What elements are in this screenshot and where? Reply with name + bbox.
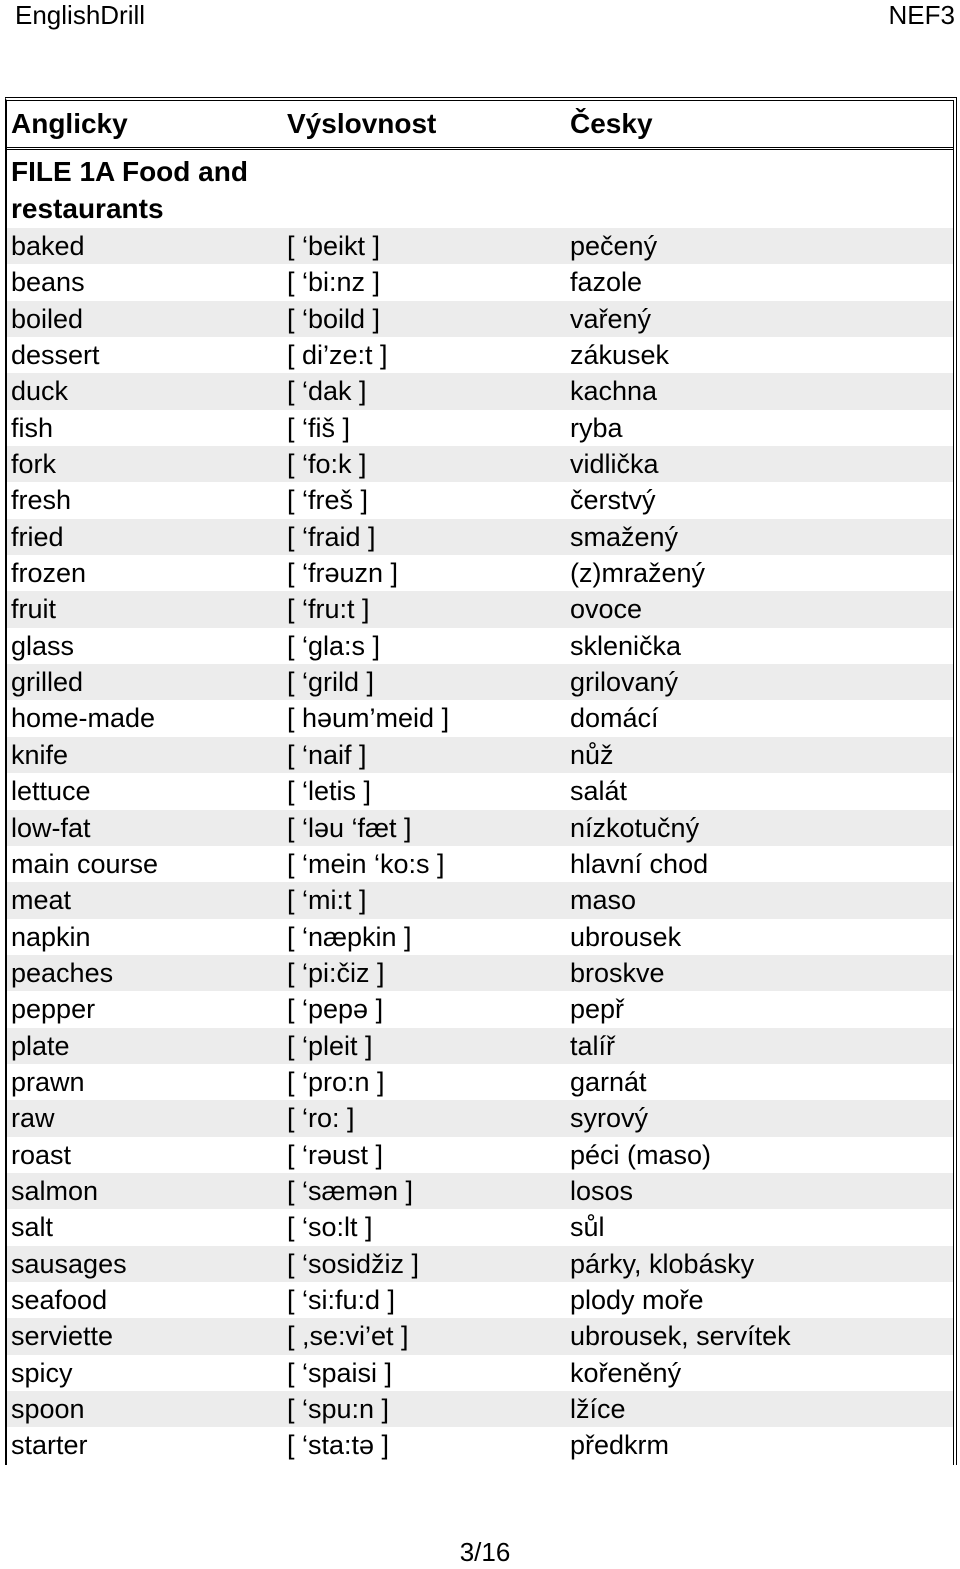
table-row (7, 1246, 953, 1282)
pronunciation: [ ‘spaisi ] (287, 1357, 393, 1388)
czech-translation: syrový (570, 1103, 649, 1134)
pronunciation: [ ‘beikt ] (287, 231, 381, 261)
pronunciation: [ ‘sosidžiz ] (287, 1248, 420, 1279)
czech-translation: maso (570, 885, 637, 916)
english-word: meat (11, 885, 72, 916)
pronunciation: [ ‘boild ] (287, 303, 381, 334)
czech-translation: kachna (570, 376, 658, 407)
czech-translation: (z)mražený (570, 558, 706, 589)
czech-translation: pečený (570, 231, 658, 261)
english-word: plate (11, 1030, 70, 1061)
table-row (7, 264, 953, 300)
czech-translation: ubrousek (570, 921, 682, 952)
pronunciation: [ ‘fiš ] (287, 412, 351, 443)
table-row (7, 810, 953, 846)
english-word: peaches (11, 957, 114, 988)
english-word: fruit (11, 594, 57, 625)
czech-translation: zákusek (570, 340, 670, 371)
column-header-english: Anglicky (11, 108, 128, 139)
english-word: serviette (11, 1321, 114, 1352)
czech-translation: ovoce (570, 594, 643, 625)
column-header-czech: Česky (570, 108, 653, 139)
pronunciation: [ ‘mein ‘ko:s ] (287, 848, 445, 879)
english-word: knife (11, 739, 69, 770)
pronunciation: [ ‘næpkin ] (287, 921, 412, 952)
pronunciation: [ ‘freš ] (287, 485, 369, 516)
table-row (7, 1100, 953, 1136)
czech-translation: sůl (570, 1212, 605, 1243)
pronunciation: [ ‘gla:s ] (287, 630, 381, 661)
czech-translation: čerstvý (570, 485, 656, 516)
czech-translation: vařený (570, 303, 652, 334)
pronunciation: [ ‘rəust ] (287, 1139, 384, 1170)
czech-translation: ryba (570, 412, 623, 443)
table-row (7, 919, 953, 955)
czech-translation: domácí (570, 703, 659, 734)
pronunciation: [ ‘spu:n ] (287, 1394, 390, 1424)
pronunciation: [ ‘si:fu:d ] (287, 1284, 396, 1315)
pronunciation: [ ‘ro: ] (287, 1103, 355, 1134)
table-row (7, 991, 953, 1027)
vocabulary-table (5, 97, 957, 1465)
table-row (7, 1064, 953, 1100)
table-row (7, 1028, 953, 1064)
table-row (7, 1282, 953, 1318)
pronunciation: [ ‘bi:nz ] (287, 267, 381, 298)
table-body (7, 228, 953, 1464)
czech-translation: párky, klobásky (570, 1248, 755, 1279)
czech-translation: sklenička (570, 630, 682, 661)
table-row (7, 882, 953, 918)
table-row (7, 337, 953, 373)
english-word: fish (11, 412, 54, 443)
english-word: spoon (11, 1394, 85, 1424)
pronunciation: [ ‘fo:k ] (287, 449, 367, 480)
table-row (7, 1355, 953, 1391)
english-word: baked (11, 231, 85, 261)
table-row (7, 555, 953, 591)
pronunciation: [ di’ze:t ] (287, 340, 388, 371)
table-row (7, 410, 953, 446)
pronunciation: [ ‘sta:tə ] (287, 1430, 390, 1461)
czech-translation: ubrousek, servítek (570, 1321, 791, 1352)
pronunciation: [ ‘fraid ] (287, 521, 376, 552)
czech-translation: talíř (570, 1030, 616, 1061)
english-word: napkin (11, 921, 91, 952)
english-word: pepper (11, 994, 96, 1025)
table-row (7, 1391, 953, 1427)
czech-translation: péci (maso) (570, 1139, 712, 1170)
table-row (7, 446, 953, 482)
czech-translation: lžíce (570, 1394, 626, 1424)
book-code: NEF3 (888, 0, 955, 30)
pronunciation: [ ,se:vi’et ] (287, 1321, 409, 1352)
table-row (7, 737, 953, 773)
english-word: salmon (11, 1175, 99, 1206)
czech-translation: kořeněný (570, 1357, 682, 1388)
table-row (7, 373, 953, 409)
czech-translation: vidlička (570, 449, 659, 480)
english-word: fork (11, 449, 57, 480)
czech-translation: losos (570, 1175, 634, 1206)
english-word: glass (11, 630, 75, 661)
czech-translation: fazole (570, 267, 643, 298)
table-row (7, 1318, 953, 1354)
table-row (7, 700, 953, 736)
pronunciation: [ ‘frəuzn ] (287, 558, 399, 589)
section-row (7, 150, 953, 228)
pronunciation: [ ‘sæmən ] (287, 1175, 414, 1206)
english-word: low-fat (11, 812, 91, 843)
english-word: dessert (11, 340, 100, 371)
pronunciation: [ ‘pro:n ] (287, 1066, 385, 1097)
czech-translation: salát (570, 776, 628, 807)
czech-translation: předkrm (570, 1430, 670, 1461)
pronunciation: [ ‘mi:t ] (287, 885, 367, 916)
section-title: FILE 1A Food and restaurants (11, 156, 248, 224)
table-row (7, 301, 953, 337)
czech-translation: nůž (570, 739, 614, 770)
pronunciation: [ ‘so:lt ] (287, 1212, 373, 1243)
czech-translation: hlavní chod (570, 848, 709, 879)
table-row (7, 591, 953, 627)
czech-translation: grilovaný (570, 667, 679, 698)
english-word: roast (11, 1139, 72, 1170)
czech-translation: pepř (570, 994, 625, 1025)
table-row (7, 773, 953, 809)
page-indicator: 3/16 (459, 1537, 511, 1567)
english-word: grilled (11, 667, 84, 698)
table-row (7, 1209, 953, 1245)
pronunciation: [ ‘letis ] (287, 776, 372, 807)
czech-translation: smažený (570, 521, 679, 552)
table-row (7, 1137, 953, 1173)
pronunciation: [ həum’meid ] (287, 703, 450, 734)
english-word: raw (11, 1103, 55, 1134)
english-word: spicy (11, 1357, 73, 1388)
pronunciation: [ ‘ləu ‘fæt ] (287, 812, 412, 843)
english-word: sausages (11, 1248, 127, 1279)
table-row (7, 1427, 953, 1463)
table-row (7, 628, 953, 664)
pronunciation: [ ‘pleit ] (287, 1030, 373, 1061)
english-word: starter (11, 1430, 88, 1461)
czech-translation: garnát (570, 1066, 647, 1097)
table-row (7, 228, 953, 264)
english-word: lettuce (11, 776, 91, 807)
pronunciation: [ ‘dak ] (287, 376, 367, 407)
english-word: salt (11, 1212, 54, 1243)
table-row (7, 955, 953, 991)
table-row (7, 664, 953, 700)
english-word: fried (11, 521, 64, 552)
table-header-row (7, 101, 953, 150)
pronunciation: [ ‘fru:t ] (287, 594, 370, 625)
czech-translation: broskve (570, 957, 665, 988)
english-word: duck (11, 376, 69, 407)
english-word: prawn (11, 1066, 85, 1097)
table-row (7, 1173, 953, 1209)
czech-translation: plody moře (570, 1284, 704, 1315)
pronunciation: [ ‘grild ] (287, 667, 375, 698)
czech-translation: nízkotučný (570, 812, 700, 843)
pronunciation: [ ‘pi:čiz ] (287, 957, 385, 988)
app-name: EnglishDrill (15, 0, 146, 30)
english-word: beans (11, 267, 85, 298)
english-word: home-made (11, 703, 156, 734)
english-word: frozen (11, 558, 87, 589)
table-row (7, 846, 953, 882)
english-word: main course (11, 848, 159, 879)
english-word: fresh (11, 485, 72, 516)
table-row (7, 482, 953, 518)
table-row (7, 519, 953, 555)
pronunciation: [ ‘pepə ] (287, 994, 384, 1025)
english-word: seafood (11, 1284, 108, 1315)
pronunciation: [ ‘naif ] (287, 739, 367, 770)
column-header-pronunciation: Výslovnost (287, 108, 437, 139)
english-word: boiled (11, 303, 84, 334)
